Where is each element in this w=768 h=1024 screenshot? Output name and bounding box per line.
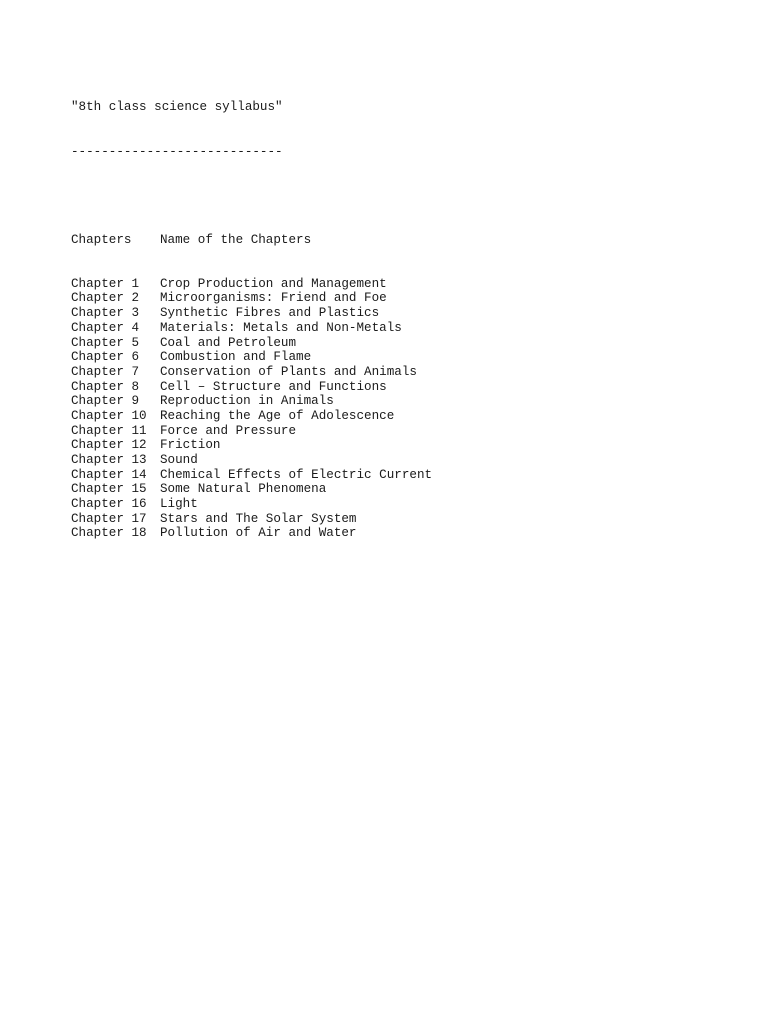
table-row (71, 453, 432, 468)
chapter-number: Chapter 3 (71, 306, 140, 321)
document-body (71, 71, 432, 556)
chapter-name: Microorganisms: Friend and Foe (160, 291, 387, 306)
chapter-number: Chapter 18 (71, 526, 147, 541)
chapter-name: Force and Pressure (160, 423, 297, 438)
table-header (71, 233, 432, 248)
chapter-name: Sound (160, 453, 198, 468)
chapter-number: Chapter 15 (71, 482, 147, 497)
table-row (71, 350, 432, 365)
blank-line (71, 189, 432, 204)
chapter-number: Chapter 7 (71, 364, 140, 379)
chapter-number: Chapter 14 (71, 467, 147, 482)
chapter-name: Cell – Structure and Functions (160, 379, 387, 394)
table-row (71, 409, 432, 424)
chapter-name: Friction (160, 438, 221, 453)
title-underline: ---------------------------- (71, 144, 283, 159)
document-title: "8th class science syllabus" (71, 100, 283, 115)
chapter-name: Reproduction in Animals (160, 394, 334, 409)
chapter-number: Chapter 6 (71, 350, 140, 365)
chapter-name: Some Natural Phenomena (160, 482, 327, 497)
chapter-name: Pollution of Air and Water (160, 526, 357, 541)
chapter-number: Chapter 8 (71, 379, 140, 394)
chapter-number: Chapter 1 (71, 276, 140, 291)
chapter-number: Chapter 5 (71, 335, 140, 350)
table-row (71, 336, 432, 351)
chapter-number: Chapter 9 (71, 394, 140, 409)
chapter-name: Coal and Petroleum (160, 335, 297, 350)
chapter-number: Chapter 16 (71, 497, 147, 512)
chapter-list (71, 277, 432, 541)
chapter-number: Chapter 12 (71, 438, 147, 453)
table-row (71, 380, 432, 395)
table-row (71, 512, 432, 527)
chapter-name: Materials: Metals and Non-Metals (160, 320, 402, 335)
header-chapter-names: Name of the Chapters (160, 232, 312, 247)
table-row (71, 424, 432, 439)
table-row (71, 497, 432, 512)
table-row (71, 482, 432, 497)
chapter-name: Combustion and Flame (160, 350, 312, 365)
chapter-name: Crop Production and Management (160, 276, 387, 291)
header-chapters: Chapters (71, 232, 132, 247)
table-row (71, 277, 432, 292)
table-row (71, 468, 432, 483)
table-row (71, 365, 432, 380)
table-row (71, 438, 432, 453)
chapter-name: Light (160, 497, 198, 512)
chapter-number: Chapter 10 (71, 408, 147, 423)
chapter-name: Reaching the Age of Adolescence (160, 408, 395, 423)
chapter-name: Conservation of Plants and Animals (160, 364, 417, 379)
table-row (71, 306, 432, 321)
chapter-number: Chapter 17 (71, 511, 147, 526)
chapter-name: Stars and The Solar System (160, 511, 357, 526)
chapter-number: Chapter 13 (71, 453, 147, 468)
chapter-number: Chapter 2 (71, 291, 140, 306)
table-row (71, 291, 432, 306)
chapter-name: Synthetic Fibres and Plastics (160, 306, 380, 321)
chapter-number: Chapter 4 (71, 320, 140, 335)
table-row (71, 321, 432, 336)
chapter-name: Chemical Effects of Electric Current (160, 467, 433, 482)
chapter-number: Chapter 11 (71, 423, 147, 438)
table-row (71, 394, 432, 409)
table-row (71, 526, 432, 541)
